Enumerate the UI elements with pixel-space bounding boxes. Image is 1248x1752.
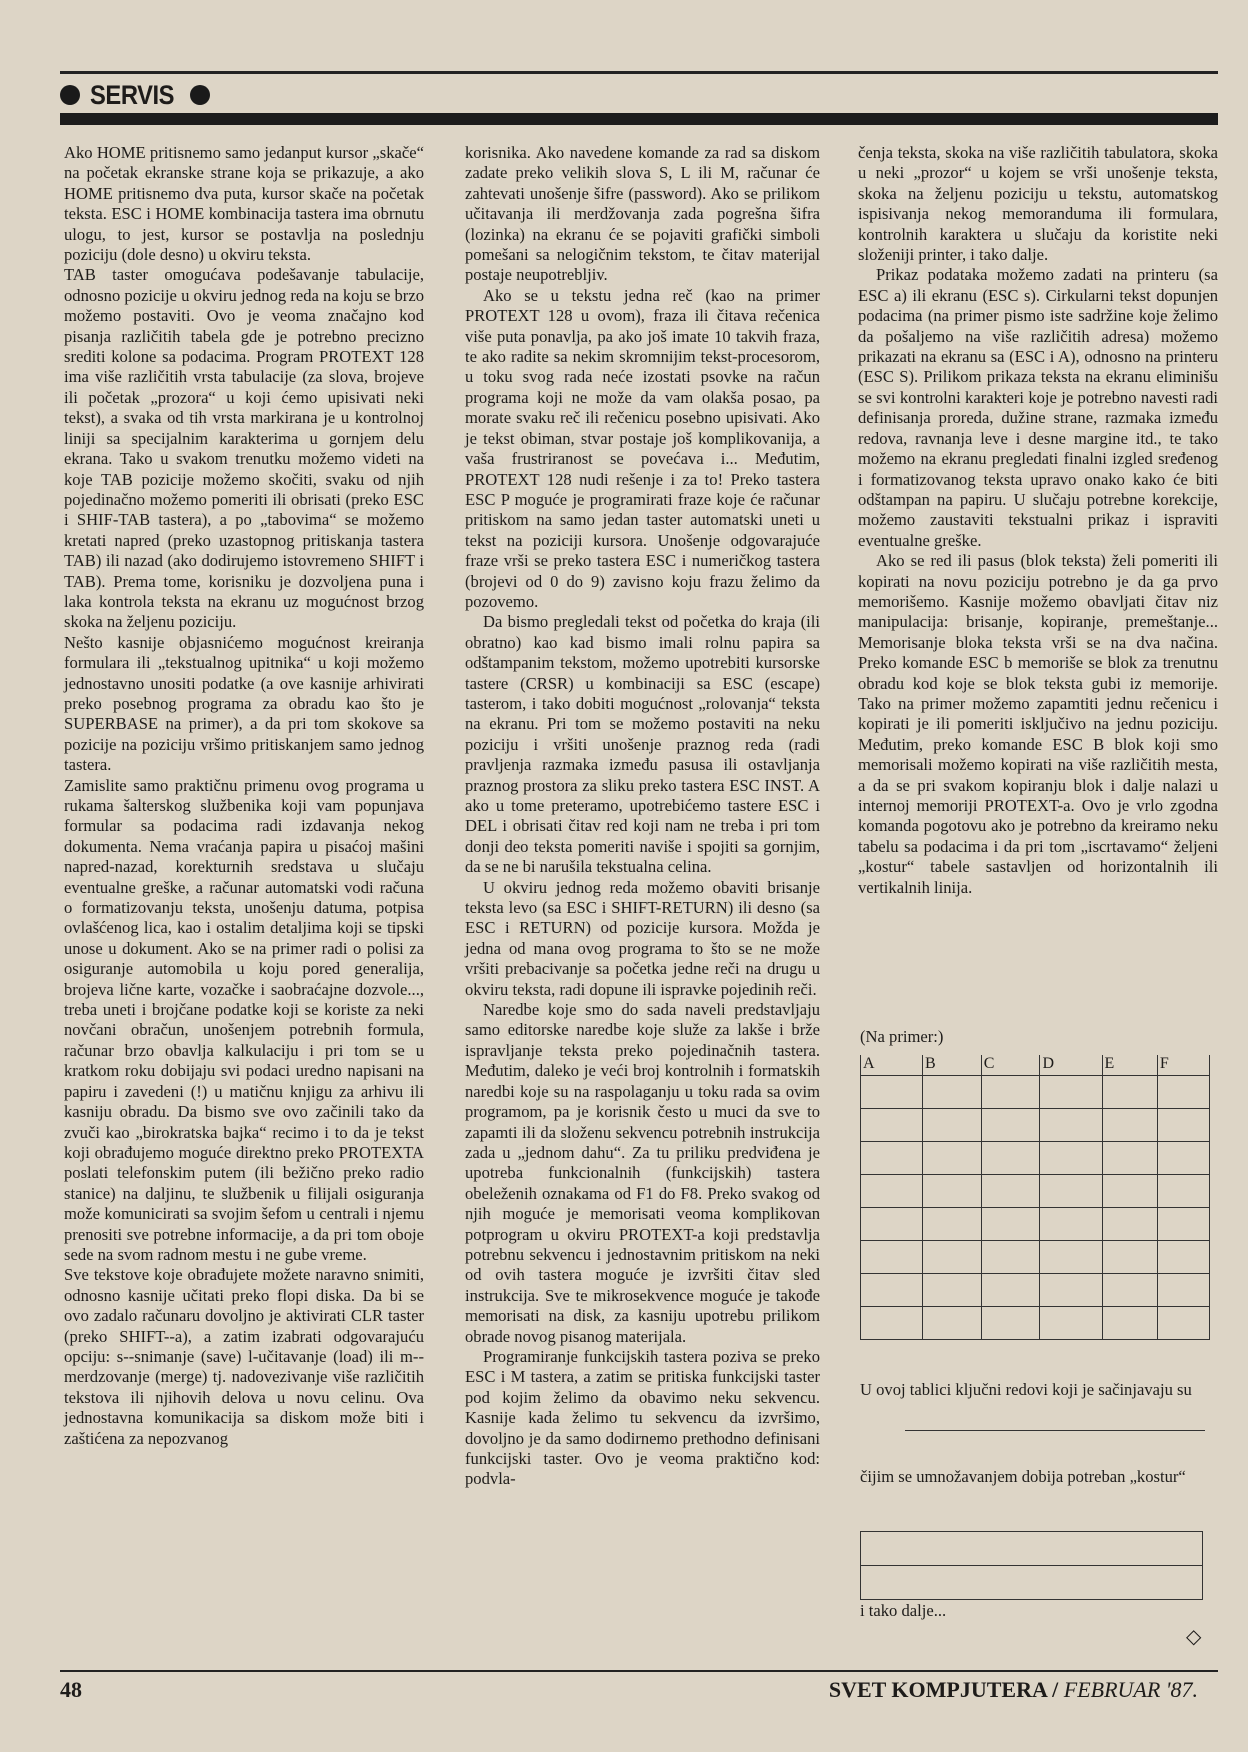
note-rule (905, 1430, 1205, 1431)
column-1 (64, 143, 424, 1449)
paragraph: Zamislite samo praktičnu primenu ovog programa u rukama šalterskog službenika koji vam popunjava formular sa podacima radi izdavanja nekog dokumenta. Nema vraćanja papira u pisaćoj mašini napred-nazad, korekturnih sredstava u slučaju eventualne greške, a računar automatski vodi računa o formatizovanju teksta, unošenju datuma, potpisa ovlašćenog lica, kao i ostalim detaljima koji se tipski unose u dokument. Ako se na primer radi o polisi za osiguranje automobila u koju pored generalija, brojeva lične karte, vozačke i saobraćajne dozvole..., treba uneti i brojčane podatke koji se koriste za neki novčani obračun, unošenjem potrebnih formula, računar brzo obavlja kalkulaciju i pri tom se u kratkom roku dobijaju svi podaci uredno napisani na papiru i zavedeni (!) u matičnu knjigu za arhivu ili kasniju obradu. Da bismo sve ovo začinili tako da zvuči kao „birokratska bajka“ recimo i to da je tekst koji obrađujemo moguće direktno preko PROTEXTA poslati telefonskim putem (ili bežično preko radio stanice) na daljinu, te službenik u filijali osiguranja može komunicirati sa svojim šefom u centrali i njemu prenositi sve potrebne informacije, a da pri tom oboje sede na svom radnom mestu i ne gube vreme. (64, 775, 424, 1264)
col-header: A (861, 1055, 923, 1076)
table-row (861, 1532, 1203, 1566)
paragraph: Naredbe koje smo do sada naveli predstavljaju samo editorske naredbe koje služe za lakše i brže ispravljanje teksta preko pojedinačnih tastera. Međutim, daleko je veći broj kontrolnih i formatskih naredbi koje su na raspolaganju u toku rada sa ovim programom, pa je korisnik često u muci da sve to zapamti ili da složenu sekvencu potrebnih instrukcija zada u „jednom dahu“. Za tu priliku predviđena je upotreba funkcionalnih (funkcijskih) tastera obeleženih oznakama od F1 do F8. Preko svakog od njih moguće je memorisati veoma komplikovan potprogram u okviru PROTEXT-a koji predstavlja potrebnu sekvencu i jednostavnim pritiskom na neki od ovih tastera moguće je izvršiti čitav sled instrukcija. Sve te mikrosekvence moguće je takođe memorisati na disk, za kasniju upotrebu prilikom obrade novog pisanog materijala. (465, 1000, 820, 1346)
column-2 (465, 143, 820, 1490)
footer-title (829, 1677, 1198, 1703)
table-row (861, 1307, 1210, 1340)
table-row (861, 1566, 1203, 1600)
table-note: i tako dalje... (860, 1601, 947, 1620)
table-note: U ovoj tablici ključni redovi koji je sačinjavaju su (860, 1380, 1192, 1399)
paragraph: Sve tekstove koje obrađujete možete naravno snimiti, odnosno kasnije učitati preko flopi diska. Da bi se ovo zadalo računaru dovoljno je aktivirati CLR taster (preko SHIFT--a), a zatim izabrati odgovarajuću opciju: s--snimanje (save) l-učitavanje (load) ili m--merdzovanje (merge) tj. nadovezivanje više različitih tekstova ili njihovih delova u novu celinu. Ova jednostavna komunikacija sa diskom može biti i zaštićena za nepozvanog (64, 1265, 424, 1448)
bullet-right-icon (190, 85, 210, 105)
skeleton-table (860, 1531, 1203, 1600)
paragraph: čenja teksta, skoka na više različitih tabulatora, skoka u neki „prozor“ u kojem se vrši unošenje teksta, skoka na željenu poziciju u tekstu, automatskog ispisivanja nekog memoranduma ili formulara, kontrolnih karaktera u slučaju da koristite neki složeniji printer, i tako dalje. (858, 143, 1218, 265)
table-row (861, 1241, 1210, 1274)
section-header (60, 78, 210, 112)
table-row (861, 1109, 1210, 1142)
paragraph: Ako se u tekstu jedna reč (kao na primer PROTEXT 128 u ovom), fraza ili čitava rečenica više puta ponavlja, pa ako još imate 10 takvih fraza, te ako radite sa nekim skromnijim tekst-procesorom, u toku svog rada neće izostati psovke na račun programa koji ne može da vam olakša posao, pa morate svaku reč ili rečenicu posebno upisivati. Ako je tekst obiman, stvar postaje još komplikovanija, a vaša frustriranost se povećava i... Međutim, PROTEXT 128 nudi rešenje i za to! Preko tastera ESC P moguće je programirati fraze koje će računar pritiskom na samo jedan taster automatski uneti u tekst na poziciji kursora. Unošenje odgovarajuće fraze vrši se preko tastera ESC i numeričkog tastera (brojevi od 0 do 9) zavisno koju frazu želimo da pozovemo. (465, 285, 820, 611)
magazine-name: SVET KOMPJUTERA / (828, 1677, 1059, 1702)
paragraph: Prikaz podataka možemo zadati na printeru (sa ESC a) ili ekranu (ESC s). Cirkularni tekst dopunjen podacima (na primer pismo iste sadržine koje želimo da pošaljemo na više različitih adresa) možemo prikazati na ekranu sa (ESC i A), odnosno na printeru (ESC S). Prilikom prikaza teksta na ekranu eliminišu se svi kontrolni karakteri koje je potrebno navesti radi definisanja proreda, dužine strane, razmaka između redova, ravnanja leve i desne margine itd., te tako možemo na ekranu pregledati finalni izgled sređenog i formatizovanog teksta upravo onako kako će biti odštampan na papiru. U slučaju potrebne korekcije, možemo zaustaviti tekstualni prikaz i ispraviti eventualne greške. (858, 265, 1218, 550)
paragraph: U okviru jednog reda možemo obaviti brisanje teksta levo (sa ESC i SHIFT-RETURN) ili desno (sa ESC i RETURN) od pozicije kursora. Možda je jedna od mana ovog programa to što se ne može vršiti prebacivanje sa početka jedne reči na drugu u okviru teksta, radi dopune ili ispravke pojedinih reči. (465, 877, 820, 999)
paragraph: Programiranje funkcijskih tastera poziva se preko ESC i M tastera, a zatim se pritiska funkcijski taster pod kojim želimo da obavimo neku sekvencu. Kasnije kada želimo tu sekvencu da izvršimo, dovoljno je da samo dodirnemo prethodno definisani funkcijski taster. Ovo je veoma praktično kod: podvla- (465, 1346, 820, 1489)
bullet-left-icon (60, 85, 80, 105)
col-header: B (923, 1055, 982, 1076)
paragraph: Ako se red ili pasus (blok teksta) želi pomeriti ili kopirati na novu poziciju potrebno je da ga prvo memorišemo. Kasnije možemo obavljati čitav niz manipulacija: brisanje, kopiranje, premeštanje... Memorisanje bloka teksta vrši se na dva načina. Preko komande ESC b memoriše se blok za trenutnu obradu kod koje se blok teksta gubi iz memorije. Tako na primer možemo zapamtiti jednu rečenicu i kopirati je ili pomeriti isključivo na jednu poziciju. Međutim, preko komande ESC B blok koji smo memorisali možemo kopirati na više različitih mesta, a da se pri svakom kopiranju blok i dalje nalazi u internoj memoriji PROTEXT-a. Ovo je vrlo zgodna komanda pogotovu ako je potrebno da kreiramo neku tabelu sa podacima i da pri tom „iscrtavamo“ željeni „kostur“ tabele sastavljen od horizontalnih ili vertikalnih linija. (858, 551, 1218, 897)
end-mark-icon: ◇ (1186, 1626, 1202, 1648)
col-header: E (1102, 1055, 1157, 1076)
column-3 (858, 143, 1218, 898)
table-row (861, 1175, 1210, 1208)
col-header: D (1040, 1055, 1102, 1076)
paragraph: korisnika. Ako navedene komande za rad sa diskom zadate preko velikih slova S, L ili M, računar će zahtevati unošenje šifre (password). Ako se prilikom učitavanja ili merdžovanja zada pogrešna šifra (lozinka) na ekranu će se pojaviti grafički simboli pomešani sa nelogičnim tekstom, te čitav materijal postaje neupotrebljiv. (465, 143, 820, 285)
table-row (861, 1142, 1210, 1175)
bottom-rule (60, 1670, 1218, 1672)
table-note: čijim se umnožavanjem dobija potreban „kostur“ (860, 1467, 1186, 1486)
top-rule (60, 71, 1218, 74)
example-label: (Na primer:) (860, 1027, 944, 1046)
col-header: C (981, 1055, 1040, 1076)
issue-date: FEBRUAR '87. (1063, 1677, 1198, 1702)
table-row (861, 1274, 1210, 1307)
page-number: 48 (60, 1677, 82, 1702)
table-header-row (861, 1055, 1210, 1076)
col-header: F (1157, 1055, 1209, 1076)
section-title: SERVIS (90, 79, 175, 110)
paragraph: Ako HOME pritisnemo samo jedanput kursor „skače“ na početak ekranske strane koja se prikazuje, a ako HOME pritisnemo dva puta, kursor skače na početak teksta. ESC i HOME kombinacija tastera ima obrnutu ulogu, to jest, kursor se postavlja na poslednju poziciju (dole desno) u okviru teksta. (64, 143, 424, 265)
example-table (860, 1055, 1210, 1340)
table-row (861, 1208, 1210, 1241)
paragraph: TAB taster omogućava podešavanje tabulacije, odnosno pozicije u okviru jednog reda na koju se brzo možemo postaviti. Ovo je veoma značajno kod pisanja različitih tabela gde je potrebno precizno srediti kolone sa podacima. Program PROTEXT 128 ima više različitih vrsta tabulacije (za slova, brojeve ili početak „prozora“ u koji ćemo upisivati neki tekst), a svaka od tih vrsta markirana je u kontrolnoj liniji sa specijalnim karakterima u gornjem delu ekrana. Tako u svakom trenutku možemo videti na koje TAB pozicije možemo skočiti, svaku od njih pojedinačno možemo pomeriti ili obrisati (preko ESC i SHIF-TAB tastera), a po „tabovima“ se možemo kretati napred (preko uzastopnog pritiskanja tastera TAB) ili nazad (ako dodirujemo istovremeno SHIFT i TAB). Prema tome, korisniku je dozvoljena puna i laka kontrola teksta na ekranu uz mogućnost brzog skoka na željenu poziciju. (64, 265, 424, 632)
table-row (861, 1076, 1210, 1109)
paragraph: Da bismo pregledali tekst od početka do kraja (ili obratno) kao kad bismo imali rolnu papira sa odštampanim tekstom, možemo upotrebiti kursorske tastere (CRSR) u kombinaciji sa ESC (escape) tasterom, i tako dobiti mogućnost „rolovanja“ teksta na ekranu. Pri tom se možemo postaviti na neku poziciju i vršiti unošenje praznog reda (radi pravljenja razmaka između pasusa ili ostavljanja praznog prostora za sliku preko tastera ESC INST. A ako u tome preteramo, upotrebićemo tastere ESC i DEL i obrisati čitav red koji nam ne treba i pri tom donji deo teksta pomeriti naviše i spojiti sa gornjim, da se ne bi narušila tekstualna celina. (465, 612, 820, 877)
header-bar (60, 113, 1218, 125)
paragraph: Nešto kasnije objasnićemo mogućnost kreiranja formulara ili „tekstualnog upitnika“ u koji možemo jednostavno unositi podatke (a ove kasnije arhivirati preko posebnog programa za obradu kao što je SUPERBASE na primer), a da pri tom skokove sa pozicije na poziciju vršimo pritiskanjem samo jednog tastera. (64, 632, 424, 775)
